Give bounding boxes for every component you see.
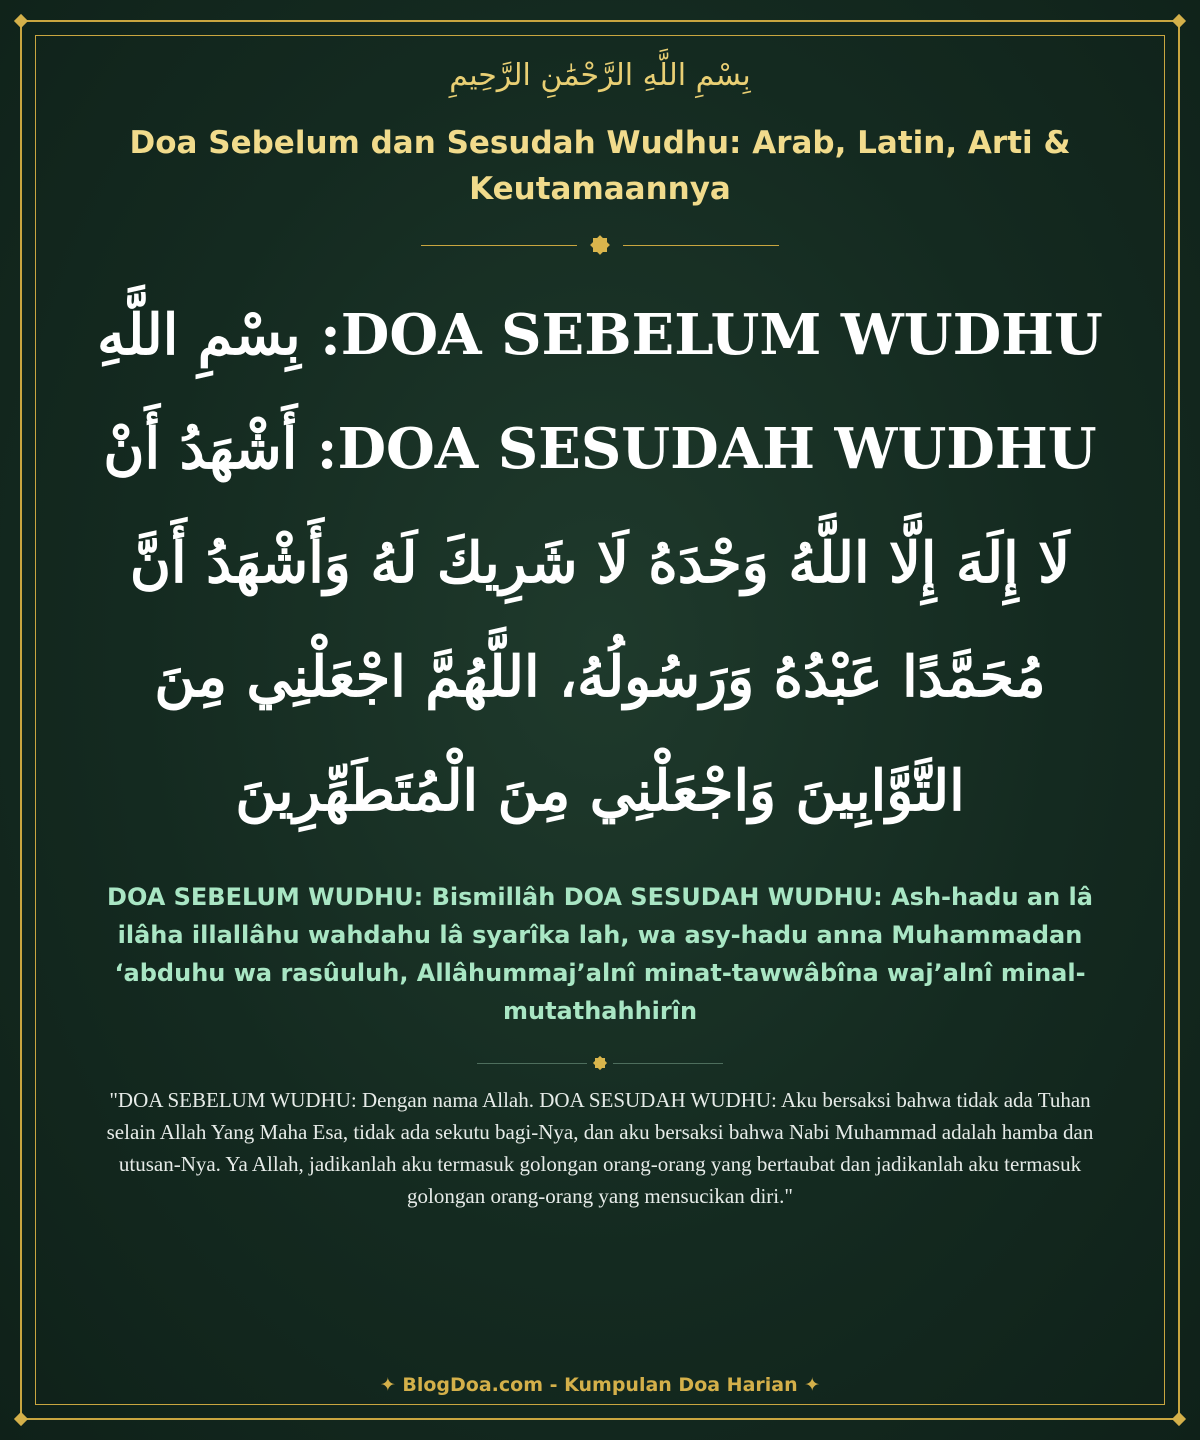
divider-line — [477, 1063, 587, 1064]
bismillah-heading: بِسْمِ اللَّهِ الرَّحْمَٰنِ الرَّحِيمِ — [449, 58, 751, 93]
divider-line — [623, 245, 779, 246]
divider-line — [421, 245, 577, 246]
ornament-divider — [0, 238, 1200, 252]
ornament-divider-small — [0, 1058, 1200, 1068]
divider-line — [613, 1063, 723, 1064]
page-title: Doa Sebelum dan Sesudah Wudhu: Arab, Latin, Arti & Keutamaannya — [129, 125, 1071, 207]
latin-transliteration: DOA SEBELUM WUDHU: Bismillâh DOA SESUDAH WUDHU: Ash-hadu an lâ ilâha illallâhu wahdahu lâ syarîka lah, wa asy-hadu anna Muhammadan ‘abduhu wa rasûuluh, Allâhummaj’alnî minat-tawwâbîna waj’alnî minal-mutathahhirîn — [107, 883, 1093, 1025]
translation-text: "DOA SEBELUM WUDHU: Dengan nama Allah. DOA SESUDAH WUDHU: Aku bersaksi bahwa tidak ada Tuhan selain Allah Yang Maha Esa, tidak ada sekutu bagi-Nya, dan aku bersaksi bahwa Nabi Muhammad adalah hamba dan utusan-Nya. Ya Allah, jadikanlah aku termasuk golongan orang-orang yang bertaubat dan jadikanlah aku termasuk golongan orang-orang yang mensucikan diri." — [106, 1088, 1094, 1208]
star-ornament-icon — [590, 235, 610, 255]
arabic-text: DOA SEBELUM WUDHU: بِسْمِ اللَّهِ DOA SESUDAH WUDHU: أَشْهَدُ أَنْ لَا إِلَهَ إِلَّا اللَّهُ وَحْدَهُ لَا شَرِيكَ لَهُ وَأَشْهَدُ أَنَّ مُحَمَّدًا عَبْدُهُ وَرَسُولُهُ، اللَّهُمَّ اجْعَلْنِي مِنَ التَّوَّابِينَ وَاجْعَلْنِي مِنَ الْمُتَطَهِّرِينَ — [97, 302, 1103, 824]
footer-credit: ✦ BlogDoa.com - Kumpulan Doa Harian ✦ — [379, 1374, 821, 1396]
star-ornament-icon — [593, 1056, 607, 1070]
